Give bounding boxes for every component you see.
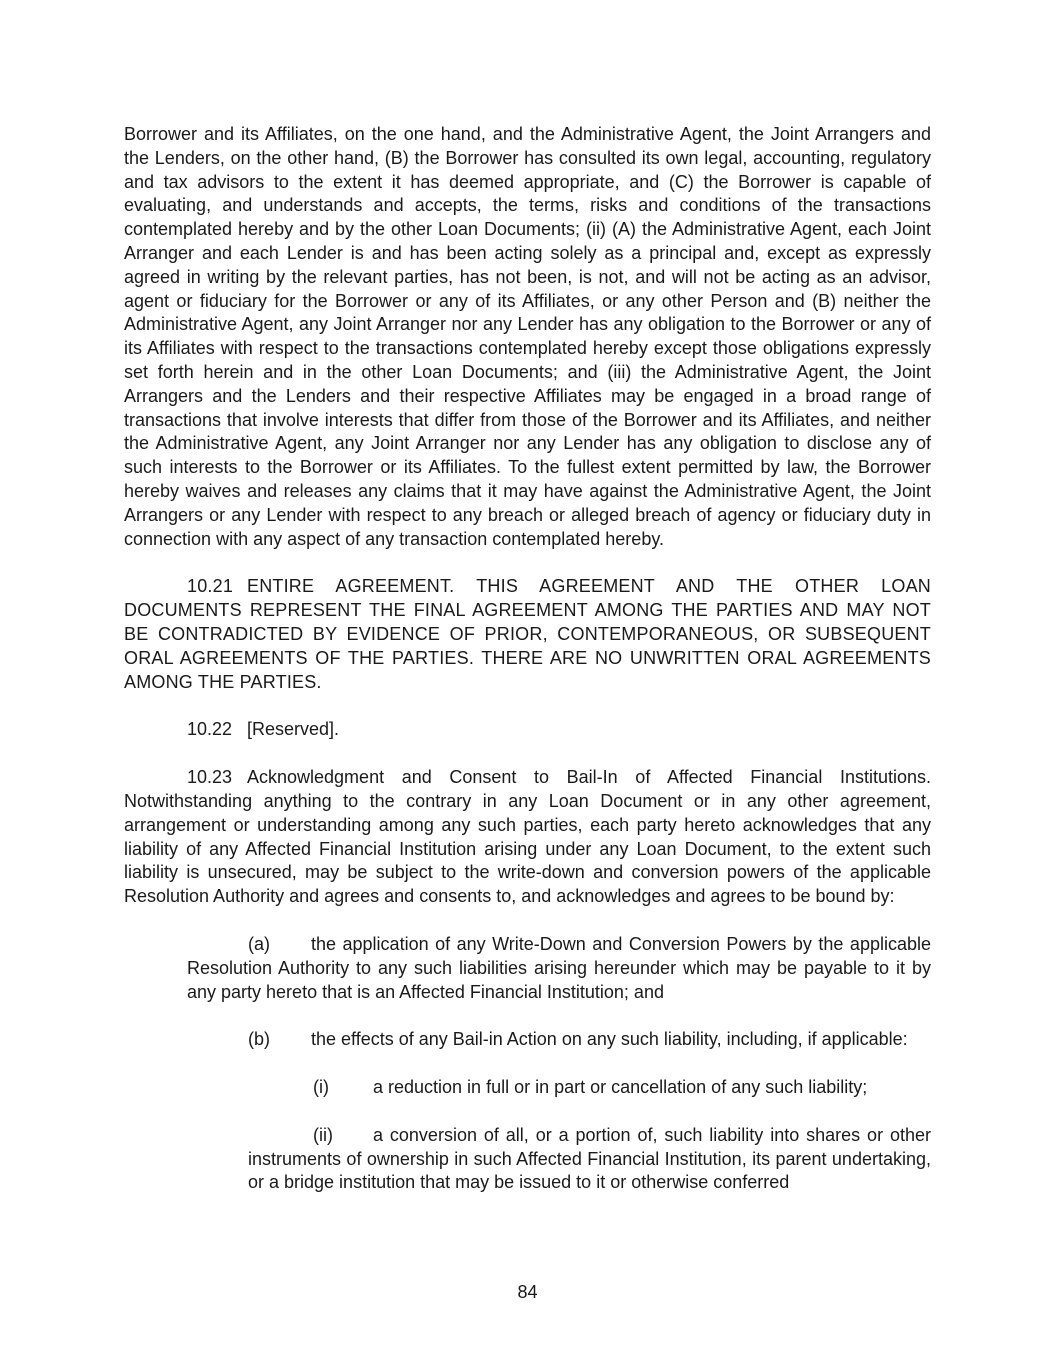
page-number: 84 xyxy=(517,1282,538,1302)
section-10-21 xyxy=(124,575,931,694)
section-number: 10.21 xyxy=(187,576,234,597)
subclause-ii xyxy=(248,1124,931,1195)
clause-text: the application of any Write-Down and Conversion Powers by the applicable Resolution Authority to any such liabilities arising hereunder which may be payable to it by any party hereto that is an Affected Financial Institution; and xyxy=(187,933,931,1002)
section-text: [Reserved]. xyxy=(247,719,340,740)
document-page xyxy=(124,123,931,1195)
section-number: 10.23 xyxy=(187,767,233,788)
section-number: 10.22 xyxy=(187,719,233,740)
section-text: ENTIRE AGREEMENT. THIS AGREEMENT AND THE OTHER LOAN DOCUMENTS REPRESENT THE FINAL AGREEMENT AMONG THE PARTIES AND MAY NOT BE CONTRADICTED BY EVIDENCE OF PRIOR, CONTEMPORANEOUS, OR SUBSEQUENT ORAL AGREEMENTS OF THE PARTIES. THERE ARE NO UNWRITTEN ORAL AGREEMENTS AMONG THE PARTIES. xyxy=(124,576,931,692)
clause-label: (b) xyxy=(248,1029,270,1050)
subclause-i xyxy=(248,1076,931,1100)
clause-a xyxy=(187,933,931,1004)
continuation-paragraph: Borrower and its Affiliates, on the one hand, and the Administrative Agent, the Joint Arrangers and the Lenders, on the other hand, (B) the Borrower has consulted its own legal, accounting, regulatory and tax advisors to the extent it has deemed appropriate, and (C) the Borrower is capable of evaluating, and understands and accepts, the terms, risks and conditions of the transactions contemplated hereby and by the other Loan Documents; (ii) (A) the Administrative Agent, each Joint Arranger and each Lender is and has been acting solely as a principal and, except as expressly agreed in writing by the relevant parties, has not been, is not, and will not be acting as an advisor, agent or fiduciary for the Borrower or any of its Affiliates, or any other Person and (B) neither the Administrative Agent, any Joint Arranger nor any Lender has any obligation to the Borrower or any of its Affiliates with respect to the transactions contemplated hereby except those obligations expressly set forth herein and in the other Loan Documents; and (iii) the Administrative Agent, the Joint Arrangers and the Lenders and their respective Affiliates may be engaged in a broad range of transactions that involve interests that differ from those of the Borrower and its Affiliates, and neither the Administrative Agent, any Joint Arranger nor any Lender has any obligation to disclose any of such interests to the Borrower or its Affiliates. To the fullest extent permitted by law, the Borrower hereby waives and releases any claims that it may have against the Administrative Agent, the Joint Arrangers or any Lender with respect to any breach or alleged breach of agency or fiduciary duty in connection with any aspect of any transaction contemplated hereby. xyxy=(124,124,931,549)
subclause-text: a conversion of all, or a portion of, such liability into shares or other instruments of ownership in such Affected Financial Institution, its parent undertaking, or a bridge institution that may be issued to it or otherwise conferred xyxy=(248,1124,931,1193)
section-text: Acknowledgment and Consent to Bail-In of Affected Financial Institutions. Notwithstanding anything to the contrary in any Loan Document or in any other agreement, arrangement or understanding among any such parties, each party hereto acknowledges that any liability of any Affected Financial Institution arising under any Loan Document, to the extent such liability is unsecured, may be subject to the write-down and conversion powers of the applicable Resolution Authority and agrees and consents to, and acknowledges and agrees to be bound by: xyxy=(124,767,931,907)
clause-label: (a) xyxy=(248,933,270,954)
subclause-label: (ii) xyxy=(313,1124,333,1145)
subclause-label: (i) xyxy=(313,1077,329,1098)
clause-text: the effects of any Bail-in Action on any such liability, including, if applicable: xyxy=(311,1029,908,1050)
subclause-text: a reduction in full or in part or cancellation of any such liability; xyxy=(373,1077,868,1098)
section-10-22 xyxy=(124,718,931,742)
clause-b xyxy=(187,1028,931,1052)
section-10-23 xyxy=(124,766,931,909)
